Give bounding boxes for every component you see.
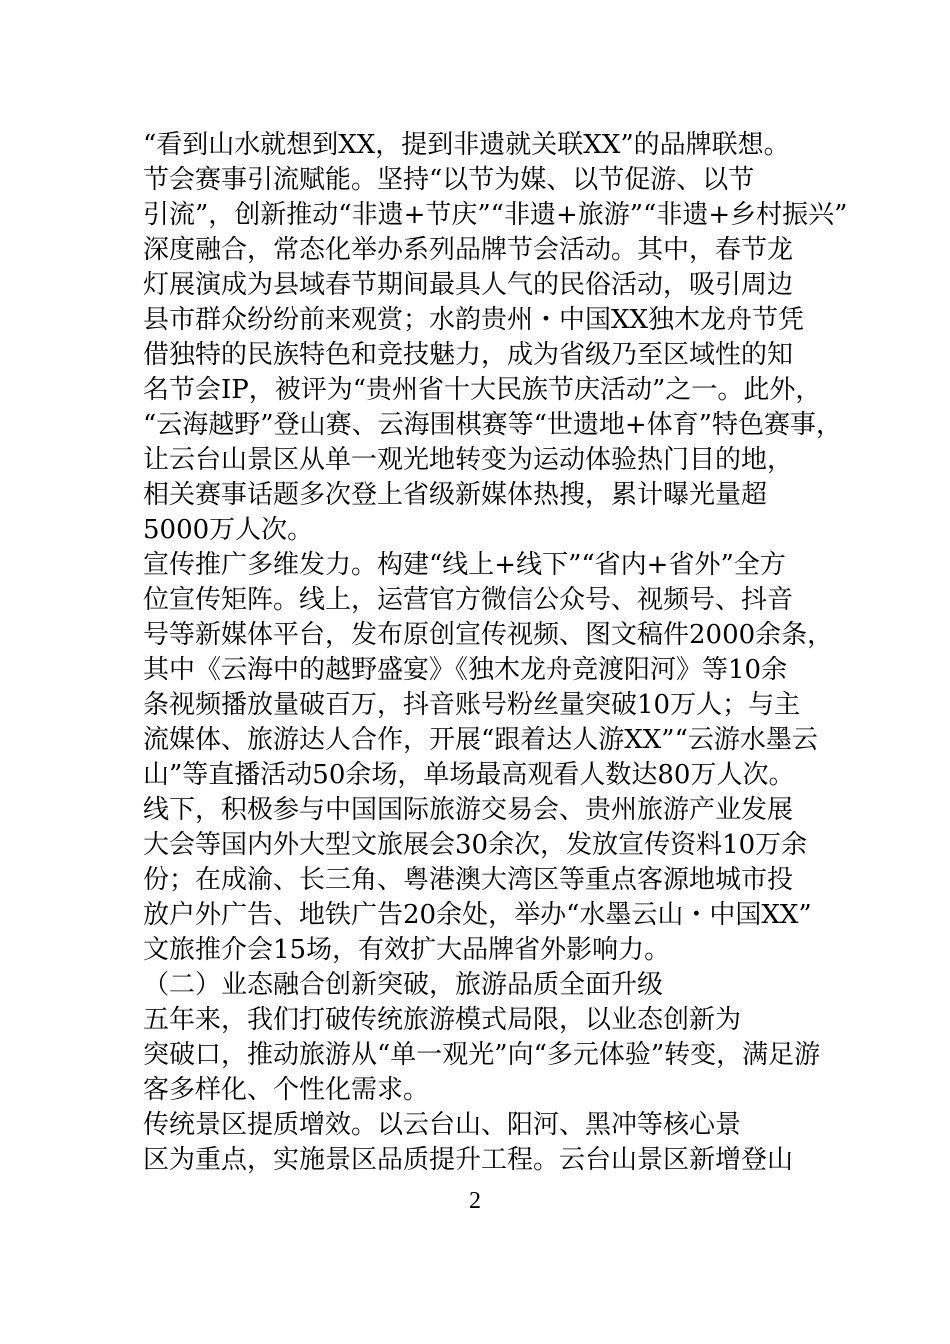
text-line: 文旅推介会15场，有效扩大品牌省外影响力。	[143, 935, 671, 965]
text-line: 相关赛事话题多次登上省级新媒体热搜，累计曝光量超	[143, 480, 768, 510]
text-line: 传统景区提质增效。以云台山、阳河、黑冲等核心景	[143, 1110, 742, 1140]
text-line: 放户外广告、地铁广告20余处，举办“水墨云山・中国XX”	[143, 900, 812, 930]
text-line: 五年来，我们打破传统旅游模式局限，以业态创新为	[143, 1005, 742, 1035]
text-line: 条视频播放量破百万，抖音账号粉丝量突破10万人；与主	[143, 690, 801, 720]
page-number: 2	[469, 1188, 481, 1214]
text-line: 宣传推广多维发力。构建“线上+线下”“省内+省外”全方	[143, 550, 786, 580]
text-line: 位宣传矩阵。线上，运营官方微信公众号、视频号、抖音	[143, 585, 794, 615]
text-line: 流媒体、旅游达人合作，开展“跟着达人游XX”“云游水墨云	[143, 725, 818, 755]
text-line: 让云台山景区从单一观光地转变为运动体验热门目的地，	[143, 445, 794, 475]
text-line: 其中《云海中的越野盛宴》《独木龙舟竞渡阳河》等10余	[143, 655, 788, 685]
text-line: 突破口，推动旅游从“单一观光”向“多元体验”转变，满足游	[143, 1040, 821, 1070]
text-line: 份；在成渝、长三角、粤港澳大湾区等重点客源地城市投	[143, 865, 794, 895]
text-line: 借独特的民族特色和竞技魅力，成为省级乃至区域性的知	[143, 340, 794, 370]
text-line: 号等新媒体平台，发布原创宣传视频、图文稿件2000余条，	[143, 620, 834, 650]
text-line: 引流”，创新推动“非遗+节庆”“非遗+旅游”“非遗+乡村振兴”	[143, 200, 848, 230]
text-line: “云海越野”登山赛、云海围棋赛等“世遗地+体育”特色赛事，	[143, 410, 842, 440]
text-line: 深度融合，常态化举办系列品牌节会活动。其中，春节龙	[143, 235, 794, 265]
text-line: 名节会IP，被评为“贵州省十大民族节庆活动”之一。此外，	[143, 375, 822, 405]
text-line: 灯展演成为县域春节期间最具人气的民俗活动，吸引周边	[143, 270, 794, 300]
section-heading: （二）业态融合创新突破，旅游品质全面升级	[143, 970, 664, 1000]
text-line: 客多样化、个性化需求。	[143, 1075, 430, 1105]
text-line: 线下，积极参与中国国际旅游交易会、贵州旅游产业发展	[143, 795, 794, 825]
text-line: “看到山水就想到XX，提到非遗就关联XX”的品牌联想。	[143, 130, 790, 160]
text-line: 县市群众纷纷前来观赏；水韵贵州・中国XX独木龙舟节凭	[143, 305, 805, 335]
text-line: 节会赛事引流赋能。坚持“以节为媒、以节促游、以节	[143, 165, 755, 195]
text-line: 区为重点，实施景区品质提升工程。云台山景区新增登山	[143, 1145, 794, 1175]
text-line: 5000万人次。	[143, 515, 314, 545]
text-line: 山”等直播活动50余场，单场最高观看人数达80万人次。	[143, 760, 795, 790]
text-line: 大会等国内外大型文旅展会30余次，发放宣传资料10万余	[143, 830, 808, 860]
